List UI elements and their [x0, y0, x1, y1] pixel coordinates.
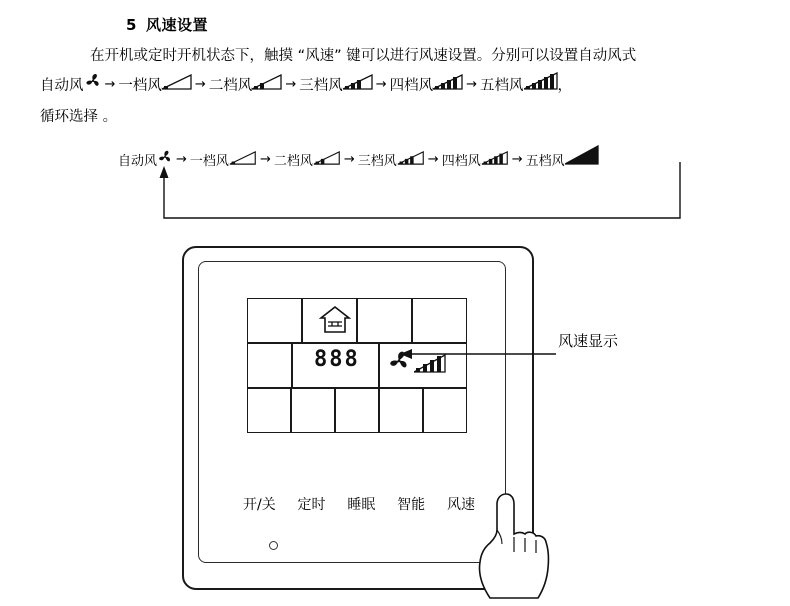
cycle-speed-5-label: 五档风 [525, 154, 565, 169]
cycle-speed-3-label: 三档风 [357, 154, 397, 169]
sequence-arrow: → [194, 77, 206, 92]
sequence-arrow: → [104, 77, 116, 92]
display-cell [291, 388, 335, 433]
display-digits: 888 [314, 347, 360, 372]
button-label-row [243, 494, 475, 514]
display-row-top [247, 298, 467, 343]
timer-button[interactable]: 定时 [297, 497, 326, 513]
section-heading [126, 14, 208, 35]
sleep-button[interactable]: 睡眠 [347, 497, 376, 513]
cycle-arrow: → [259, 152, 271, 167]
fan-bars-icon [343, 74, 373, 90]
cycle-arrow: → [176, 152, 187, 167]
display-cell [247, 388, 291, 433]
fan-bars-icon [252, 74, 282, 90]
fan-bars-icon [524, 72, 558, 90]
cycle-auto-label: 自动风 [118, 154, 158, 169]
speed-1-label: 一档风 [118, 78, 162, 94]
fan-bars-icon [433, 74, 463, 90]
smart-button[interactable]: 智能 [397, 497, 426, 513]
hand-pointing-illustration [452, 490, 562, 602]
cycle-speed-2-label: 二档风 [273, 154, 313, 169]
speed-4-icon [433, 74, 463, 90]
indicator-dot [269, 541, 278, 550]
cycle-arrow: → [343, 152, 355, 167]
speed-2-icon [252, 74, 282, 90]
cycle-speed-1-label: 一档风 [189, 154, 229, 169]
fan-speed-button[interactable]: 风速 [446, 497, 475, 513]
sequence-arrow: → [285, 77, 297, 92]
sequence-arrow: → [375, 77, 387, 92]
speed-4-label: 四档风 [389, 78, 434, 94]
cycle-arrow: → [427, 152, 439, 167]
display-cell [335, 388, 379, 433]
auto-wind-icon-group [84, 72, 102, 90]
speed-1-icon [162, 74, 192, 90]
callout-leader-line [398, 344, 558, 364]
house-icon [318, 303, 352, 337]
power-button[interactable]: 开/关 [243, 497, 276, 513]
speed-5-icon [524, 72, 558, 90]
display-cell [423, 388, 467, 433]
paragraph-line-2 [40, 71, 572, 102]
paragraph-line-1 [40, 41, 770, 71]
speed-3-icon [343, 74, 373, 90]
loop-back-arrow-icon [150, 160, 690, 225]
fan-bars-icon [162, 74, 192, 90]
auto-wind-label: 自动风 [40, 78, 84, 94]
display-cell [247, 298, 302, 343]
display-row-bottom [247, 388, 467, 433]
callout-label: 风速显示 [558, 332, 619, 350]
section-title: 风速设置 [145, 16, 208, 34]
display-cell [247, 343, 292, 388]
speed-2-label: 二档风 [208, 78, 253, 94]
display-cell [412, 298, 467, 343]
cycle-loop-arrow [150, 160, 690, 225]
cycle-arrow: → [511, 152, 523, 167]
sequence-arrow: → [466, 77, 478, 92]
display-cell [357, 298, 412, 343]
display-cell [379, 388, 423, 433]
paragraph-line-3: 循环选择 。 [40, 109, 118, 125]
left-arrow-icon [398, 344, 558, 364]
paragraph-trailing-comma: ， [557, 78, 573, 94]
speed-3-label: 三档风 [299, 78, 343, 94]
fan-blade-icon [84, 72, 102, 90]
section-number: 5 [126, 16, 137, 34]
speed-5-label: 五档风 [480, 78, 524, 94]
cycle-speed-4-label: 四档风 [441, 154, 481, 169]
controller-display [247, 298, 467, 433]
paragraph-text: 在开机或定时开机状态下，触摸 “风速” 键可以进行风速设置。分别可以设置自动风式 [90, 48, 637, 64]
